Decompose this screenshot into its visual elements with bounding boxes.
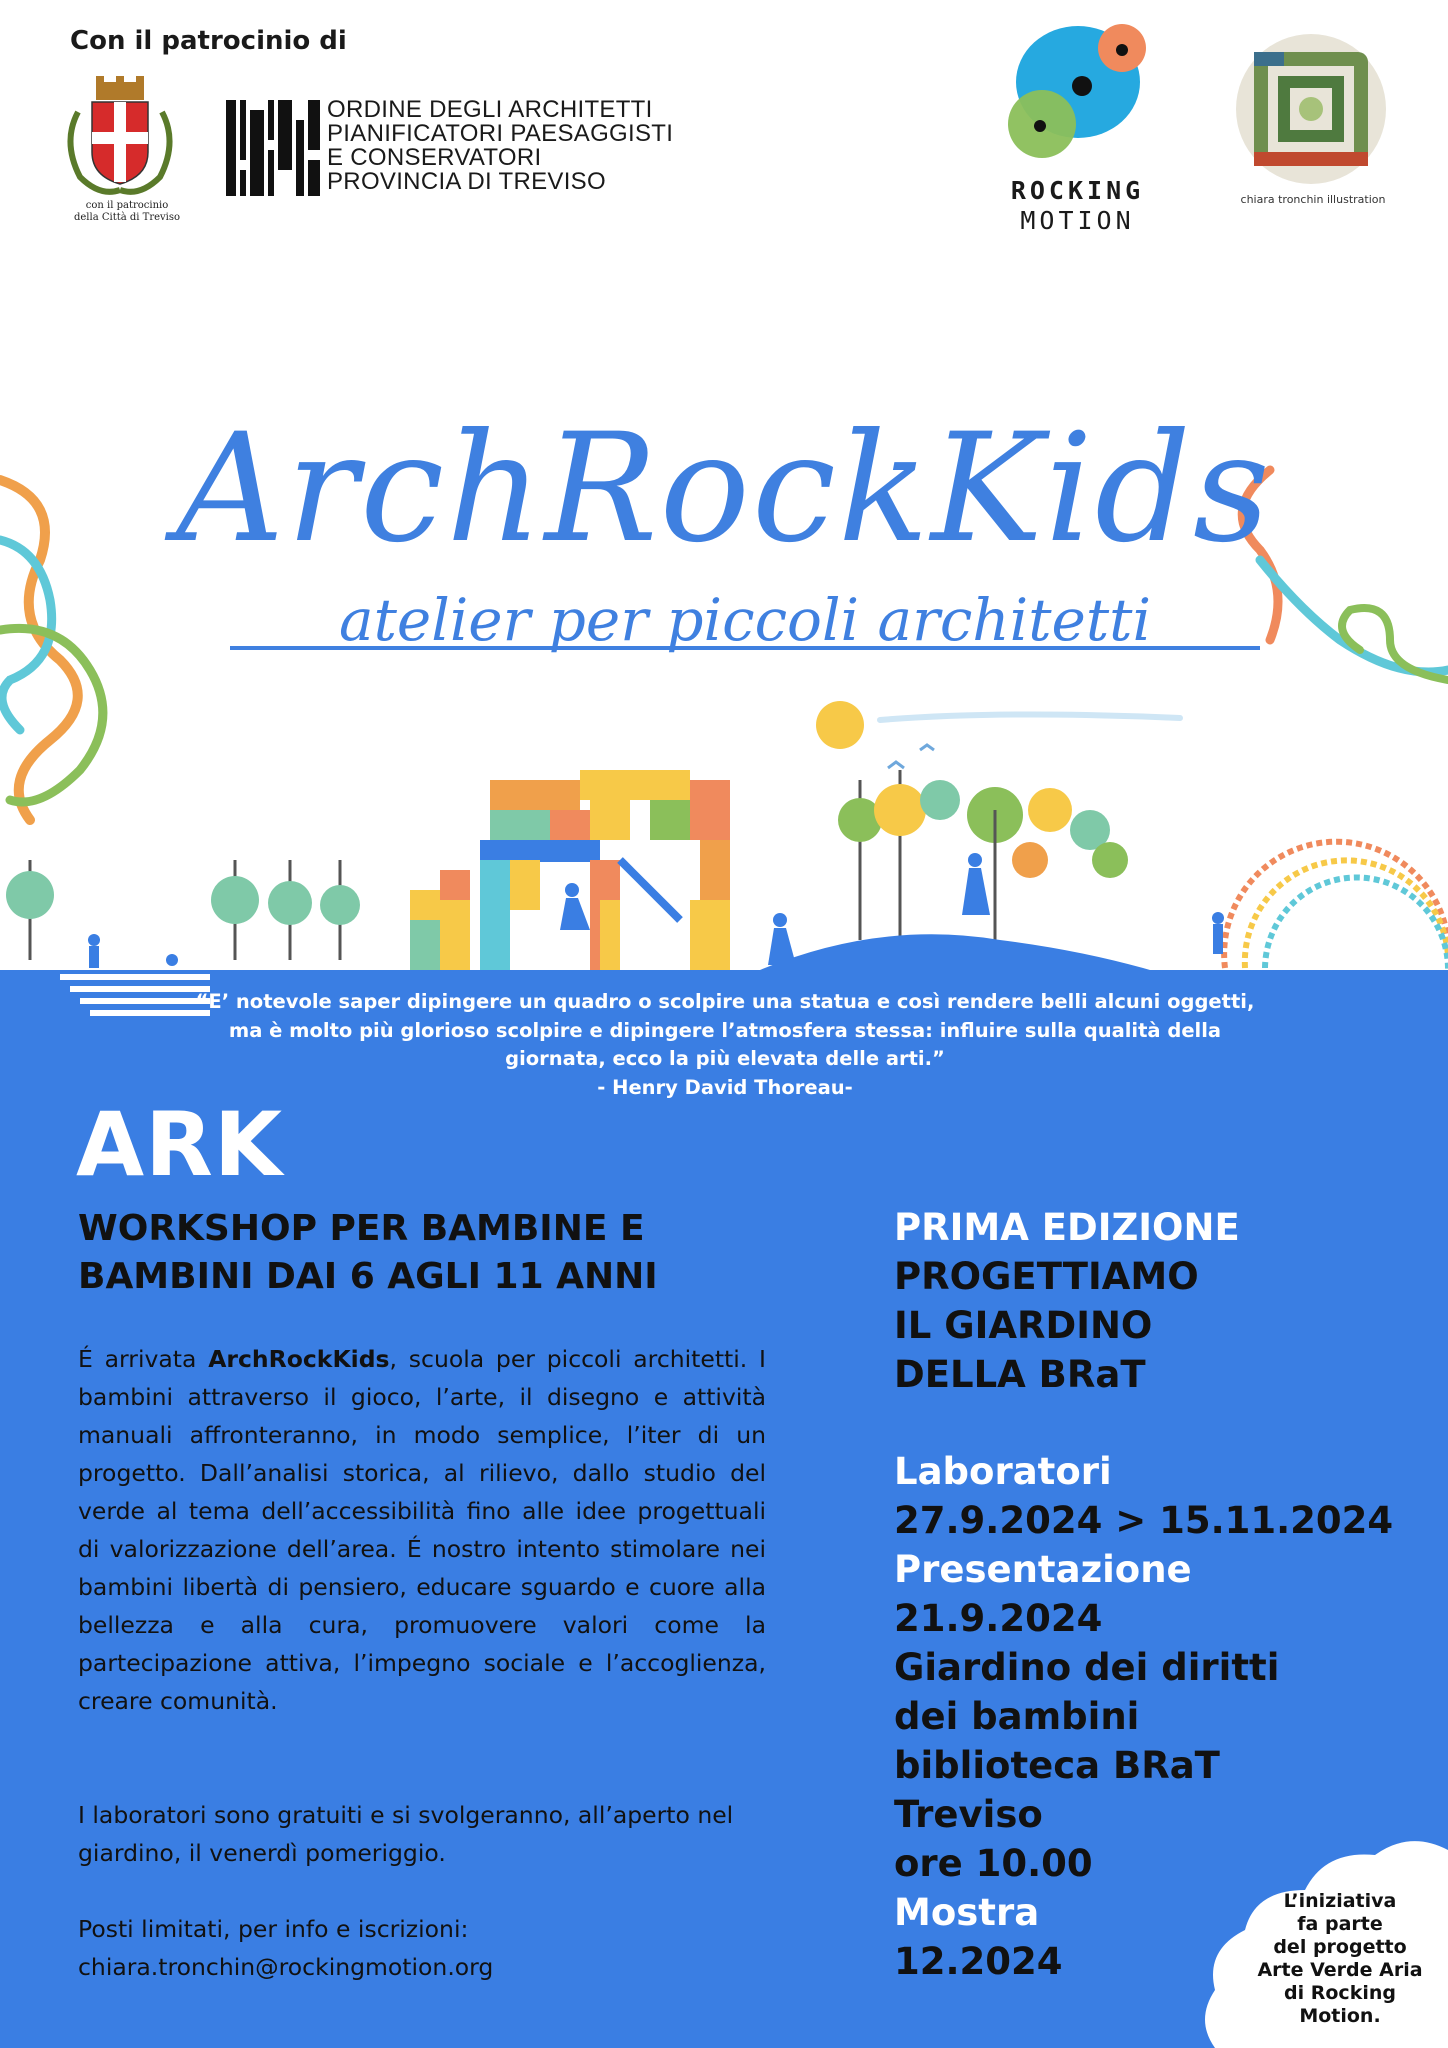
quote-author: - Henry David Thoreau- — [597, 1075, 853, 1099]
cloud-line: del progetto — [1273, 1936, 1407, 1958]
title-illustration — [0, 300, 1448, 980]
coat-caption-line: della Città di Treviso — [73, 212, 181, 223]
ordine-line: E CONSERVATORI — [327, 144, 542, 171]
ordine-line: PROVINCIA DI TREVISO — [327, 168, 606, 195]
free-workshop-note: I laboratori sono gratuiti e si svolgeranno, all’aperto nel giardino, il venerdì pomeriggio. — [78, 1801, 734, 1867]
steps-decoration — [40, 970, 210, 1030]
ark-title: ARK — [76, 1093, 284, 1196]
contact-email-link[interactable]: chiara.tronchin@rockingmotion.org — [78, 1953, 494, 1981]
description-body: , scuola per piccoli architetti. I bambini attraverso il gioco, l’arte, il disegno e attività manuali affronteranno, in modo semplice, l’iter di un progetto. Dall’analisi storica, al rilievo, dallo studio del verde al tema dell’accessibilità fino alle idee progettuali di valorizzazione dell’area. É nostro intento stimolare nei bambini libertà di pensiero, educare sguardo e cuore alla bellezza e alla cura, promuovere valori come la partecipazione attiva, l’impegno sociale e l’accoglienza, creare comunità. — [78, 1345, 766, 1715]
exhibition-label: Mostra — [894, 1891, 1040, 1934]
thoreau-quote — [190, 988, 1260, 1102]
treviso-coat-of-arms-logo — [60, 72, 180, 202]
place-line: dei bambini — [894, 1695, 1140, 1738]
place-line: biblioteca BRaT — [894, 1744, 1220, 1787]
ordine-architetti-text — [327, 98, 673, 194]
cloud-line: fa parte — [1297, 1913, 1383, 1935]
coat-caption-line: con il patrocinio — [85, 200, 169, 211]
cloud-text — [1245, 1890, 1435, 2028]
contact-block — [78, 1910, 778, 1986]
place-line: Giardino dei diritti — [894, 1646, 1280, 1689]
cloud-line: Motion. — [1299, 2005, 1381, 2027]
cloud-line: L’iniziativa — [1283, 1890, 1397, 1912]
description-paragraph — [78, 1340, 766, 1720]
presentation-label: Presentazione — [894, 1548, 1192, 1591]
edition-line: PROGETTIAMO — [894, 1255, 1199, 1298]
lab-dates: 27.9.2024 > 15.11.2024 — [894, 1499, 1394, 1542]
description-brand: ArchRockKids — [208, 1345, 390, 1373]
edition-line: IL GIARDINO — [894, 1304, 1153, 1347]
edition-block — [894, 1203, 1414, 1399]
contact-label: Posti limitati, per info e iscrizioni: — [78, 1915, 469, 1943]
ark-subtitle: WORKSHOP PER BAMBINE E BAMBINI DAI 6 AGLI 11 ANNI — [78, 1208, 658, 1297]
city: Treviso — [894, 1793, 1043, 1836]
motion-line: MOTION — [1020, 206, 1135, 235]
title-tagline: atelier per piccoli architetti — [339, 586, 1151, 654]
presentation-date: 21.9.2024 — [894, 1597, 1103, 1640]
title-main: ArchRockKids — [176, 402, 1272, 576]
coat-caption — [62, 200, 192, 224]
rocking-motion-logo — [1000, 20, 1160, 170]
chiara-tronchin-logo — [1234, 32, 1388, 186]
edition-line: PRIMA EDIZIONE — [894, 1206, 1240, 1249]
exhibition-date: 12.2024 — [894, 1940, 1063, 1983]
edition-line: DELLA BRaT — [894, 1353, 1146, 1396]
quote-text: “E’ notevole saper dipingere un quadro o scolpire una statua e così rendere belli alcuni oggetti, ma è molto più glorioso scolpire e dipingere l’atmosfera stessa: influire sulla qualità della giornata, ecco la più elevata delle arti.” — [195, 990, 1255, 1070]
rocking-line: ROCKING — [1010, 176, 1145, 205]
patrocinio-label: Con il patrocinio di — [70, 26, 347, 56]
ordine-line: PIANIFICATORI PAESAGGISTI — [327, 120, 674, 147]
cloud-line: di Rocking — [1284, 1982, 1396, 2004]
lab-label: Laboratori — [894, 1450, 1112, 1493]
rocking-motion-wordmark — [975, 176, 1180, 236]
time: ore 10.00 — [894, 1842, 1093, 1885]
ordine-line: ORDINE DEGLI ARCHITETTI — [327, 96, 653, 123]
description-intro: É arrivata — [78, 1345, 209, 1373]
chiara-caption: chiara tronchin illustration — [1240, 193, 1386, 206]
ordine-architetti-logo — [226, 100, 320, 196]
cloud-line: Arte Verde Aria — [1257, 1959, 1423, 1981]
